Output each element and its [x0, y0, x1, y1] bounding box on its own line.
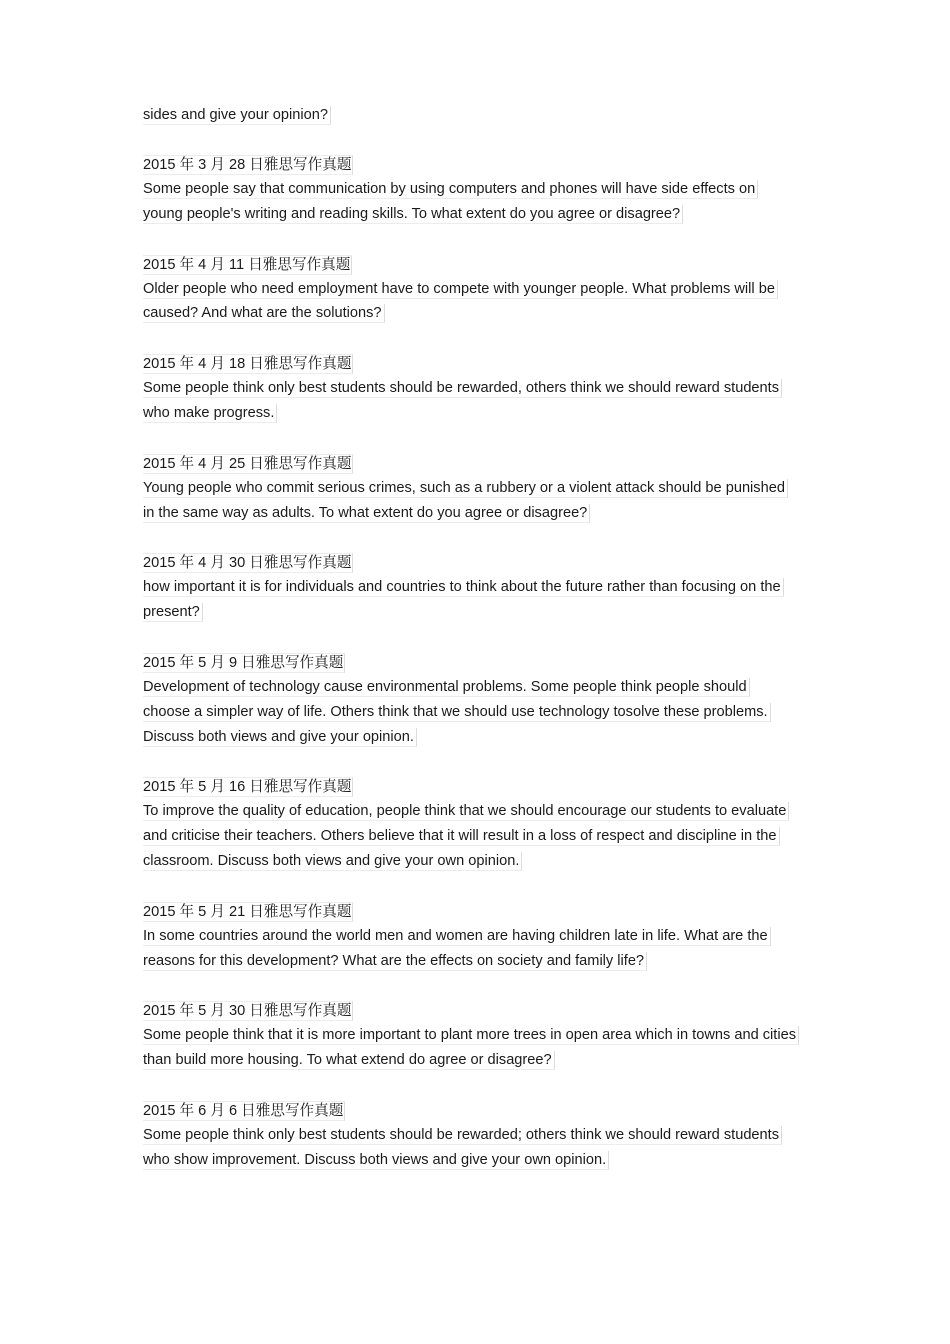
- entry-text-line: Some people think only best students should be rewarded, others think we should reward students: [143, 379, 782, 398]
- entry-heading: 2015 年 4 月 25 日雅思写作真题: [143, 456, 352, 472]
- entry-text-line: present?: [143, 603, 203, 622]
- entry-text-line: To improve the quality of education, people think that we should encourage our students to evaluate: [143, 802, 789, 821]
- entry-text-line: Development of technology cause environmental problems. Some people think people should: [143, 678, 750, 697]
- entry-text-line: in the same way as adults. To what extent do you agree or disagree?: [143, 504, 590, 523]
- entry-text-line: reasons for this development? What are the effects on society and family life?: [143, 952, 647, 971]
- entry-heading: 2015 年 5 月 30 日雅思写作真题: [143, 1003, 352, 1019]
- entry-heading: 2015 年 4 月 30 日雅思写作真题: [143, 555, 352, 571]
- entry-text-line: how important it is for individuals and countries to think about the future rather than focusing on the: [143, 578, 784, 597]
- entry-text-line: Young people who commit serious crimes, such as a rubbery or a violent attack should be punished: [143, 479, 788, 498]
- entry-text-line: young people's writing and reading skills. To what extent do you agree or disagree?: [143, 205, 683, 224]
- entry-heading: 2015 年 6 月 6 日雅思写作真题: [143, 1103, 344, 1119]
- entry-text-line: caused? And what are the solutions?: [143, 304, 385, 323]
- entry-text-line: Some people say that communication by using computers and phones will have side effects on: [143, 180, 758, 199]
- entry-text-line: Some people think only best students should be rewarded; others think we should reward students: [143, 1126, 782, 1145]
- entry-text-line: and criticise their teachers. Others believe that it will result in a loss of respect and discipline in the: [143, 827, 780, 846]
- entry-text-line: Older people who need employment have to compete with younger people. What problems will be: [143, 280, 778, 299]
- entry-text-line: In some countries around the world men and women are having children late in life. What are the: [143, 927, 771, 946]
- entry-heading: 2015 年 5 月 16 日雅思写作真题: [143, 779, 352, 795]
- entry-text-line: Discuss both views and give your opinion.: [143, 728, 417, 747]
- entry-heading: 2015 年 3 月 28 日雅思写作真题: [143, 157, 352, 173]
- entry-text-line: Some people think that it is more important to plant more trees in open area which in towns and cities: [143, 1026, 799, 1045]
- entry-text-line: choose a simpler way of life. Others think that we should use technology tosolve these problems.: [143, 703, 771, 722]
- entry-text-line: classroom. Discuss both views and give your own opinion.: [143, 852, 522, 871]
- entry-heading: 2015 年 5 月 21 日雅思写作真题: [143, 904, 352, 920]
- entry-heading: 2015 年 4 月 11 日雅思写作真题: [143, 257, 351, 273]
- entry-text-line: who show improvement. Discuss both views and give your own opinion.: [143, 1151, 609, 1170]
- entry-text-line: who make progress.: [143, 404, 277, 423]
- entry-text-line: than build more housing. To what extend do agree or disagree?: [143, 1051, 555, 1070]
- intro-line: sides and give your opinion?: [143, 106, 331, 125]
- entry-heading: 2015 年 4 月 18 日雅思写作真题: [143, 356, 352, 372]
- entry-heading: 2015 年 5 月 9 日雅思写作真题: [143, 655, 344, 671]
